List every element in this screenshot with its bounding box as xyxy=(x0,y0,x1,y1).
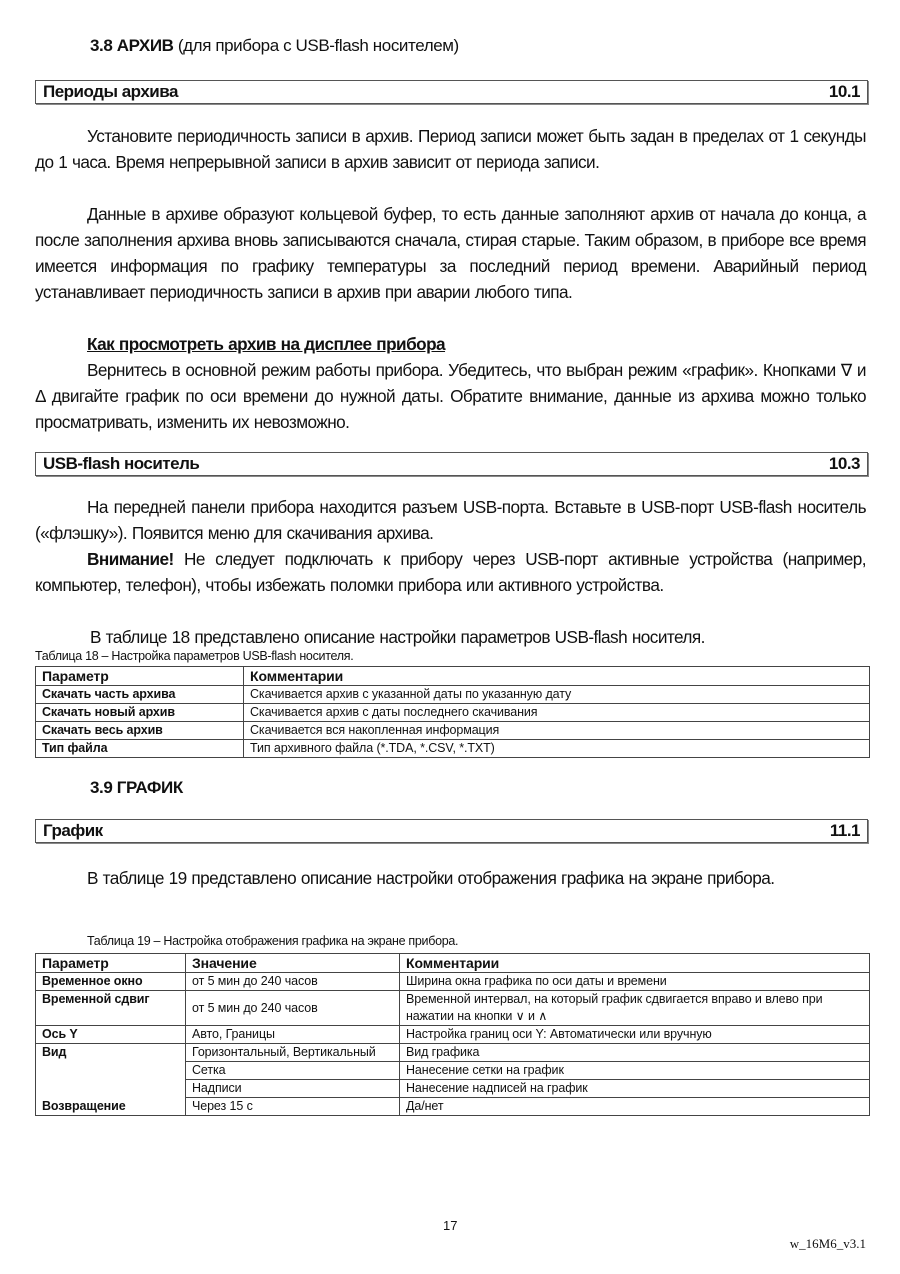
comment-cell: Нанесение сетки на график xyxy=(400,1062,870,1080)
comment-cell: Скачивается вся накопленная информация xyxy=(244,722,870,740)
section-subtitle: (для прибора с USB-flash носителем) xyxy=(177,36,459,55)
table-row xyxy=(36,1044,870,1062)
table-row xyxy=(36,1080,870,1098)
table18-caption: Таблица 18 – Настройка параметров USB-flash носителя. xyxy=(35,649,354,663)
table-row xyxy=(36,686,870,704)
param-cell: Временное окно xyxy=(36,973,186,991)
paragraph-text: Установите периодичность записи в архив. Период записи может быть задан в пределах от 1 секунды до 1 часа. Время непрерывной записи в архив зависит от периода записи. xyxy=(35,126,866,172)
param-cell xyxy=(36,1062,186,1080)
warning-label: Внимание! xyxy=(87,549,174,569)
table-row xyxy=(36,991,870,1026)
table-row xyxy=(36,722,870,740)
subheading-view-archive xyxy=(35,331,866,357)
table-row xyxy=(36,1062,870,1080)
value-cell: Надписи xyxy=(186,1080,400,1098)
paragraph-archive-period xyxy=(35,123,866,175)
param-cell: Ось Y xyxy=(36,1026,186,1044)
value-cell: Авто, Границы xyxy=(186,1026,400,1044)
menu-box-title: График xyxy=(43,821,103,840)
comment-cell: Нанесение надписей на график xyxy=(400,1080,870,1098)
header-cell: Комментарии xyxy=(244,667,870,686)
table19-caption: Таблица 19 – Настройка отображения графика на экране прибора. xyxy=(87,934,459,948)
menu-box-title: USB-flash носитель xyxy=(43,454,200,473)
comment-cell: Скачивается архив с указанной даты по указанную дату xyxy=(244,686,870,704)
header-cell: Значение xyxy=(186,954,400,973)
paragraph-usb-warning xyxy=(35,546,866,598)
header-cell: Параметр xyxy=(36,954,186,973)
value-cell: Горизонтальный, Вертикальный xyxy=(186,1044,400,1062)
menu-box-usb-flash xyxy=(35,452,868,476)
paragraph-text: В таблице 18 представлено описание настройки параметров USB-flash носителя. xyxy=(90,627,705,647)
table-row xyxy=(36,973,870,991)
section-heading-graph: 3.9 ГРАФИК xyxy=(90,778,183,797)
page-number: 17 xyxy=(443,1218,458,1233)
header-cell: Параметр xyxy=(36,667,244,686)
param-cell: Скачать новый архив xyxy=(36,704,244,722)
paragraph-text: Не следует подключать к прибору через USB-порт активные устройства (например, компьютер, телефон), чтобы избежать поломки прибора или активного устройства. xyxy=(35,549,866,595)
paragraph-ring-buffer xyxy=(35,201,866,305)
document-code: w_16M6_v3.1 xyxy=(789,1236,866,1251)
paragraph-text: На передней панели прибора находится разъем USB-порта. Вставьте в USB-порт USB-flash носитель («флэшку»). Появится меню для скачивания архива. xyxy=(35,497,866,543)
comment-cell: Скачивается архив с даты последнего скачивания xyxy=(244,704,870,722)
menu-box-code: 10.3 xyxy=(828,454,860,473)
paragraph-text: В таблице 19 представлено описание настройки отображения графика на экране прибора. xyxy=(87,868,775,888)
table-usb-parameters xyxy=(35,666,870,758)
paragraph-text: Вернитесь в основной режим работы прибора. Убедитесь, что выбран режим «график». Кнопками ∇ и Δ двигайте график по оси времени до нужной даты. Обратите внимание, данные из архива можно только просматривать, изменить их невозможно. xyxy=(35,360,866,432)
section-heading-archive xyxy=(90,36,459,56)
paragraph-table18-intro xyxy=(35,624,866,650)
comment-cell: Временной интервал, на который график сдвигается вправо и влево при нажатии на кнопки ∨ и ∧ xyxy=(400,991,870,1026)
table-graph-settings xyxy=(35,953,870,1116)
value-cell: от 5 мин до 240 часов xyxy=(186,973,400,991)
paragraph-text: Данные в архиве образуют кольцевой буфер, то есть данные заполняют архив от начала до конца, а после заполнения архива вновь записываются сначала, стирая старые. Таким образом, в приборе все время имеется информация по графику температуры за последний период времени. Аварийный период устанавливает периодичность записи в архив при аварии любого типа. xyxy=(35,204,866,302)
menu-box-graph xyxy=(35,819,868,843)
param-cell: Возвращение xyxy=(36,1098,186,1116)
param-cell: Тип файла xyxy=(36,740,244,758)
table-header-row xyxy=(36,954,870,973)
menu-box-code: 11.1 xyxy=(829,821,860,840)
menu-box-title: Периоды архива xyxy=(43,82,178,101)
table-header-row xyxy=(36,667,870,686)
paragraph-usb-port xyxy=(35,494,866,546)
paragraph-table19-intro xyxy=(35,865,866,891)
comment-cell: Вид графика xyxy=(400,1044,870,1062)
header-cell: Комментарии xyxy=(400,954,870,973)
comment-cell: Настройка границ оси Y: Автоматически или вручную xyxy=(400,1026,870,1044)
value-cell: от 5 мин до 240 часов xyxy=(186,991,400,1026)
menu-box-code: 10.1 xyxy=(828,82,860,101)
param-cell: Скачать часть архива xyxy=(36,686,244,704)
value-cell: Через 15 с xyxy=(186,1098,400,1116)
table-row xyxy=(36,740,870,758)
param-cell xyxy=(36,1080,186,1098)
value-cell: Сетка xyxy=(186,1062,400,1080)
comment-cell: Да/нет xyxy=(400,1098,870,1116)
menu-box-archive-periods xyxy=(35,80,868,104)
param-cell: Временной сдвиг xyxy=(36,991,186,1026)
param-cell: Скачать весь архив xyxy=(36,722,244,740)
section-number-title: 3.8 АРХИВ xyxy=(90,36,174,55)
table-row xyxy=(36,1026,870,1044)
table-row xyxy=(36,704,870,722)
param-cell: Вид xyxy=(36,1044,186,1062)
subheading-text: Как просмотреть архив на дисплее прибора xyxy=(87,334,446,354)
paragraph-view-archive xyxy=(35,357,866,435)
table-row xyxy=(36,1098,870,1116)
comment-cell: Ширина окна графика по оси даты и времени xyxy=(400,973,870,991)
comment-cell: Тип архивного файла (*.TDA, *.CSV, *.TXT) xyxy=(244,740,870,758)
